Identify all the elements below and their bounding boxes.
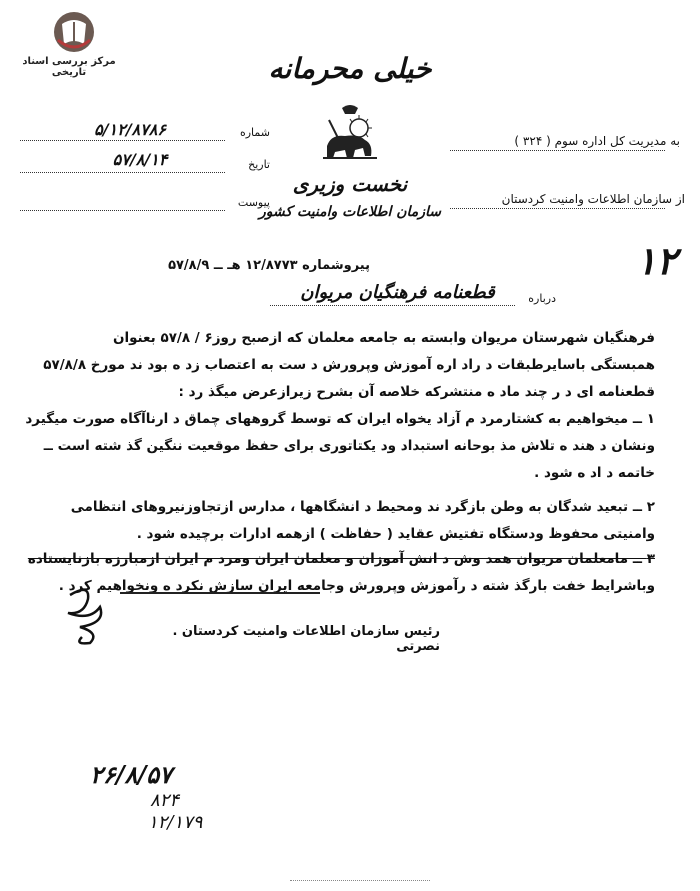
addressee-from-dots — [450, 208, 665, 209]
addressee-to-dots — [450, 150, 665, 151]
archive-watermark — [14, 10, 124, 78]
subject-dots — [270, 305, 515, 306]
bottom-mark — [290, 880, 430, 881]
agency-name: سازمان اطلاعات وامنیت کشور — [258, 204, 442, 220]
archive-logo-icon — [52, 10, 96, 54]
classification-title: خیلی محرمانه — [268, 52, 432, 85]
number-dots — [20, 140, 225, 141]
margin-number: ۱۲ — [636, 238, 677, 283]
number-label: شماره — [239, 126, 270, 139]
subject-value: قطعنامه فرهنگیان مریوان — [300, 282, 495, 303]
bottom-note-3: ۱۲/۱۷۹ — [148, 812, 203, 833]
body-line-5: ونشان د هند ه تلاش مذ بوحانه استبداد ود یکتاتوری برای حفظ موقعیت ننگین گذ شته است ــ — [43, 438, 655, 454]
subject-label: درباره — [528, 292, 556, 305]
lion-and-sun-icon — [315, 100, 385, 170]
letter-number: ۵/۱۲/۸۷۸۶ — [94, 120, 166, 139]
underline-stroke-1 — [120, 592, 320, 594]
body-line-3: قطعنامه ای د ر چند ماد ه منتشرکه خلاصه آن بشرح زیرازعرض میگذ رد : — [178, 384, 655, 400]
archive-name: مرکز بررسی اسناد تاریخی — [22, 56, 116, 78]
handwritten-signature-icon — [60, 575, 120, 650]
body-line-10: وباشرایط خفت بارگذ شته د رآموزش وپرورش وجامعه ایران سازش نکرد ه ونخواهیم کرد . — [58, 578, 655, 594]
reference-line: پیروشماره ۱۲/۸۷۷۳ هـ ــ ۵۷/۸/۹ — [168, 258, 370, 273]
body-line-8: وامنیتی محفوظ ودستگاه تفتیش عقاید ( حفاظت ) ازهمه ادارات برچیده شود . — [136, 526, 655, 542]
attachment-dots — [20, 210, 225, 211]
addressee-to: به مدیریت کل اداره سوم ( ۳۲۴ ) — [514, 134, 680, 148]
body-line-9: ۳ ــ مامعلمان مریوان همد وش د انش آموزان و معلمان ایران ومرد م ایران ازمبارزه بازنایستاده — [27, 551, 655, 567]
date-label: تاریخ — [248, 158, 270, 171]
body-line-4: ۱ ــ میخواهیم به کشتارمرد م آزاد یخواه ایران که توسط گروههای چماق د ارناآگاه صورت میگیرد — [25, 411, 655, 427]
bottom-note-2: ۸۲۴ — [150, 790, 180, 811]
signature-title: رئیس سازمان اطلاعات وامنیت کردستان . نصرتی — [172, 624, 440, 654]
letter-date: ۵۷/۸/۱۴ — [112, 150, 168, 169]
bottom-note-1: ۲۶/۸/۵۷ — [90, 760, 172, 789]
ministry-name: نخست وزیری — [292, 172, 408, 196]
body-line-2: همبستگی باسایرطبقات د راد اره آموزش وپرورش د ست به اعتصاب زد ه بود ند مورخ ۵۷/۸/۸ — [43, 357, 655, 373]
body-line-7: ۲ ــ تبعید شدگان به وطن بازگرد ند ومحیط د انشگاهها ، مدارس ازتجاوزنیروهای انتظامی — [70, 499, 655, 515]
date-dots — [20, 172, 225, 173]
attachment-label: پیوست — [237, 196, 270, 209]
body-line-1: فرهنگیان شهرستان مریوان وابسته به جامعه معلمان که ازصبح روز۶ / ۵۷/۸ بعنوان — [112, 330, 655, 346]
body-line-6: خاتمه د اد ه شود . — [534, 465, 655, 481]
addressee-from: از سازمان اطلاعات وامنیت کردستان — [501, 192, 685, 206]
